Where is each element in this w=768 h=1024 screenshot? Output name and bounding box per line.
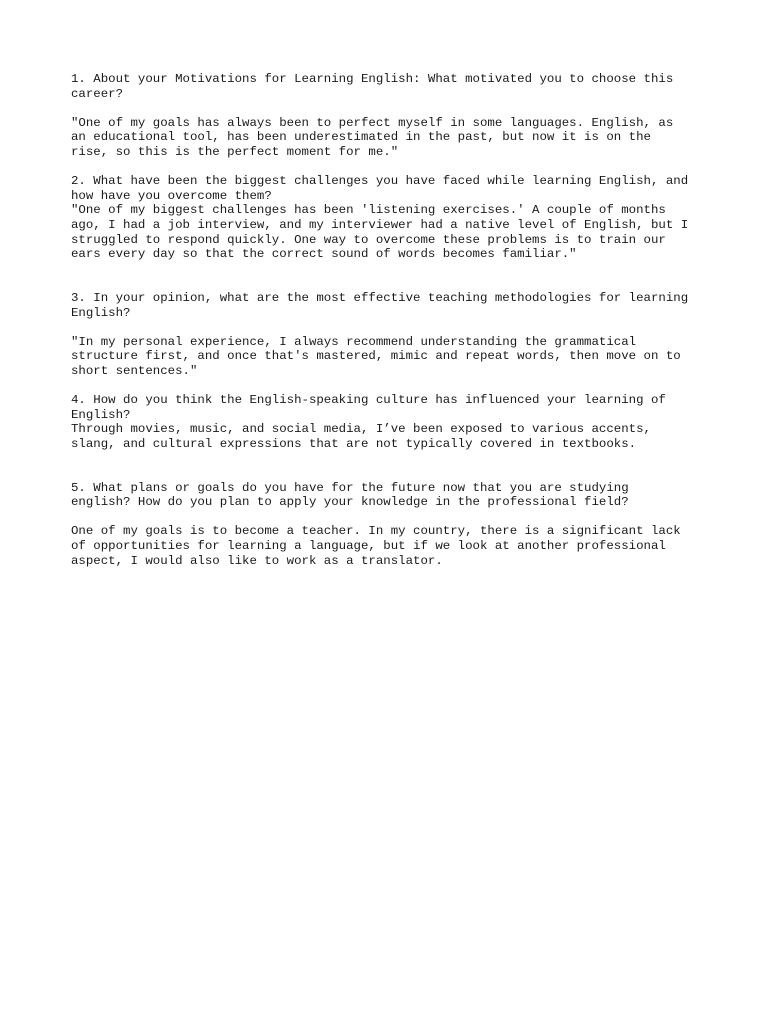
question-3-line: English? [71,305,131,320]
answer-5-line: One of my goals is to become a teacher. In my country, there is a significant lack [71,524,681,539]
answer-5-line: aspect, I would also like to work as a translator. [71,553,443,568]
answer-2-line: "One of my biggest challenges has been 'listening exercises.' A couple of months [71,203,666,218]
answer-1 [71,116,711,160]
answer-1-line: an educational tool, has been underestimated in the past, but now it is on the [71,130,651,145]
answer-3-line: structure first, and once that's mastered, mimic and repeat words, then move on to [71,349,681,364]
answer-4-line: Through movies, music, and social media, I’ve been exposed to various accents, [71,422,651,437]
question-2-line: 2. What have been the biggest challenges you have faced while learning English, and [71,174,689,189]
answer-4 [71,422,711,451]
question-3-line: 3. In your opinion, what are the most effective teaching methodologies for learning [71,290,689,305]
question-5-line: 5. What plans or goals do you have for the future now that you are studying [71,480,629,495]
answer-2-line: struggled to respond quickly. One way to overcome these problems is to train our [71,232,666,247]
answer-3 [71,335,711,379]
question-1-line: career? [71,86,124,101]
question-4-line: 4. How do you think the English-speaking culture has influenced your learning of [71,393,666,408]
answer-2-line: ago, I had a job interview, and my interviewer had a native level of English, but I [71,217,689,232]
answer-4-line: slang, and cultural expressions that are not typically covered in textbooks. [71,436,637,451]
question-4-line: English? [71,407,131,422]
question-2 [71,174,711,203]
answer-3-line: short sentences." [71,363,198,378]
answer-2-line: ears every day so that the correct sound of words becomes familiar." [71,247,577,262]
question-2-line: how have you overcome them? [71,188,272,203]
question-1 [71,72,711,101]
question-1-line: 1. About your Motivations for Learning English: What motivated you to choose this [71,72,674,86]
answer-5-line: of opportunities for learning a language, but if we look at another professional [71,539,666,553]
question-5-line: english? How do you plan to apply your knowledge in the professional field? [71,495,629,510]
answer-1-line: "One of my goals has always been to perfect myself in some languages. English, as [71,115,674,130]
question-3 [71,291,711,320]
answer-5 [71,524,711,568]
answer-3-line: "In my personal experience, I always recommend understanding the grammatical [71,334,637,349]
question-5 [71,481,711,510]
answer-2 [71,203,711,261]
question-4 [71,393,711,422]
answer-1-line: rise, so this is the perfect moment for me." [71,144,399,159]
document-body [71,72,711,568]
